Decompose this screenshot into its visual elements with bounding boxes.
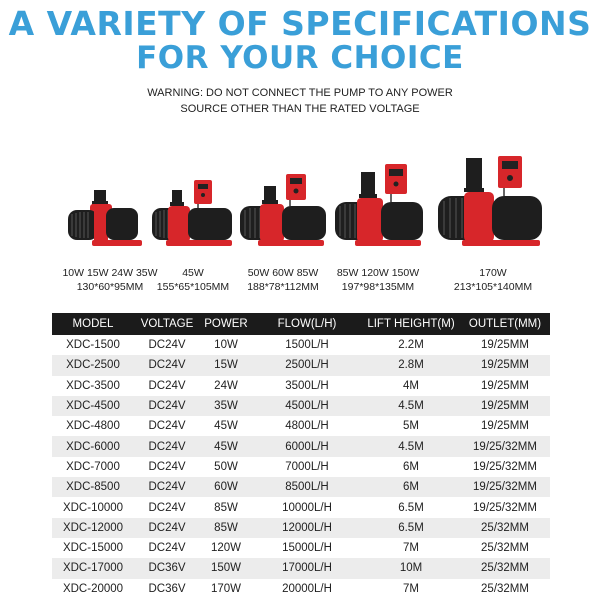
cell-power: 170W <box>200 579 252 599</box>
table-row <box>52 497 550 517</box>
cell-outlet: 25/32MM <box>460 518 550 538</box>
pump-power: 170W <box>479 267 507 279</box>
title-line-2: FOR YOUR CHOICE <box>136 40 464 76</box>
pump-lineup <box>0 148 600 298</box>
cell-power: 10W <box>200 335 252 355</box>
cell-model: XDC-6000 <box>52 436 134 456</box>
cell-outlet: 19/25/32MM <box>460 497 550 517</box>
pump-dims: 197*98*135MM <box>341 281 415 293</box>
cell-model: XDC-3500 <box>52 376 134 396</box>
header-voltage: VOLTAGE <box>134 313 200 335</box>
cell-model: XDC-17000 <box>52 558 134 578</box>
table-row <box>52 416 550 436</box>
header-flow: FLOW(L/H) <box>252 313 362 335</box>
cell-model: XDC-20000 <box>52 579 134 599</box>
cell-flow: 17000L/H <box>252 558 362 578</box>
cell-flow: 7000L/H <box>252 457 362 477</box>
cell-voltage: DC24V <box>134 416 200 436</box>
cell-voltage: DC24V <box>134 538 200 558</box>
cell-flow: 15000L/H <box>252 538 362 558</box>
cell-voltage: DC24V <box>134 457 200 477</box>
warning-line-1: WARNING: DO NOT CONNECT THE PUMP TO ANY POWER <box>147 87 453 99</box>
cell-voltage: DC24V <box>134 396 200 416</box>
pump-dims: 213*105*140MM <box>453 281 533 293</box>
table-row <box>52 579 550 599</box>
cell-flow: 8500L/H <box>252 477 362 497</box>
cell-outlet: 25/32MM <box>460 558 550 578</box>
spec-table <box>52 313 550 599</box>
table-row <box>52 436 550 456</box>
pump-dims: 130*60*95MM <box>76 281 144 293</box>
title-line-1: A VARIETY OF SPECIFICATIONS <box>8 4 592 43</box>
cell-power: 85W <box>200 518 252 538</box>
cell-outlet: 19/25MM <box>460 416 550 436</box>
cell-lift-height: 4.5M <box>362 396 460 416</box>
cell-power: 120W <box>200 538 252 558</box>
table-row <box>52 477 550 497</box>
cell-power: 150W <box>200 558 252 578</box>
cell-model: XDC-1500 <box>52 335 134 355</box>
pump-power: 10W 15W 24W 35W <box>62 267 158 279</box>
cell-voltage: DC36V <box>134 579 200 599</box>
pump-spec-4 <box>323 266 433 294</box>
header-lift-height: LIFT HEIGHT(M) <box>362 313 460 335</box>
cell-flow: 20000L/H <box>252 579 362 599</box>
pump-image-45w <box>150 176 235 250</box>
cell-lift-height: 4M <box>362 376 460 396</box>
pump-image-85w <box>238 170 328 250</box>
cell-model: XDC-8500 <box>52 477 134 497</box>
cell-model: XDC-10000 <box>52 497 134 517</box>
cell-flow: 4500L/H <box>252 396 362 416</box>
header-outlet: OUTLET(MM) <box>460 313 550 335</box>
cell-power: 85W <box>200 497 252 517</box>
pump-spec-5 <box>433 266 553 294</box>
cell-flow: 1500L/H <box>252 335 362 355</box>
cell-lift-height: 10M <box>362 558 460 578</box>
cell-lift-height: 6.5M <box>362 497 460 517</box>
header-power: POWER <box>200 313 252 335</box>
cell-lift-height: 6M <box>362 457 460 477</box>
cell-voltage: DC24V <box>134 477 200 497</box>
cell-outlet: 19/25MM <box>460 335 550 355</box>
table-row <box>52 396 550 416</box>
cell-outlet: 25/32MM <box>460 579 550 599</box>
cell-lift-height: 7M <box>362 538 460 558</box>
cell-voltage: DC24V <box>134 355 200 375</box>
cell-lift-height: 2.2M <box>362 335 460 355</box>
table-row <box>52 355 550 375</box>
cell-voltage: DC36V <box>134 558 200 578</box>
cell-lift-height: 4.5M <box>362 436 460 456</box>
cell-outlet: 25/32MM <box>460 538 550 558</box>
cell-power: 50W <box>200 457 252 477</box>
cell-flow: 6000L/H <box>252 436 362 456</box>
cell-voltage: DC24V <box>134 335 200 355</box>
cell-model: XDC-2500 <box>52 355 134 375</box>
cell-power: 35W <box>200 396 252 416</box>
cell-voltage: DC24V <box>134 518 200 538</box>
header-model: MODEL <box>52 313 134 335</box>
pump-power: 50W 60W 85W <box>247 267 319 279</box>
cell-voltage: DC24V <box>134 497 200 517</box>
table-row <box>52 558 550 578</box>
pump-dims: 155*65*105MM <box>156 281 230 293</box>
cell-flow: 3500L/H <box>252 376 362 396</box>
cell-outlet: 19/25/32MM <box>460 436 550 456</box>
cell-power: 45W <box>200 416 252 436</box>
cell-outlet: 19/25MM <box>460 355 550 375</box>
table-header-row <box>52 313 550 335</box>
pump-spec-3 <box>228 266 338 294</box>
cell-flow: 10000L/H <box>252 497 362 517</box>
cell-model: XDC-12000 <box>52 518 134 538</box>
cell-outlet: 19/25MM <box>460 376 550 396</box>
cell-lift-height: 5M <box>362 416 460 436</box>
cell-lift-height: 6M <box>362 477 460 497</box>
cell-model: XDC-15000 <box>52 538 134 558</box>
cell-outlet: 19/25/32MM <box>460 457 550 477</box>
cell-flow: 2500L/H <box>252 355 362 375</box>
cell-model: XDC-7000 <box>52 457 134 477</box>
cell-lift-height: 6.5M <box>362 518 460 538</box>
warning-text <box>0 85 600 117</box>
cell-outlet: 19/25/32MM <box>460 477 550 497</box>
cell-voltage: DC24V <box>134 436 200 456</box>
pump-image-150w <box>333 162 425 250</box>
table-row <box>52 538 550 558</box>
cell-power: 45W <box>200 436 252 456</box>
table-row <box>52 376 550 396</box>
table-row <box>52 518 550 538</box>
cell-power: 15W <box>200 355 252 375</box>
table-row <box>52 457 550 477</box>
pump-image-small <box>66 188 144 250</box>
cell-lift-height: 2.8M <box>362 355 460 375</box>
pump-image-170w <box>436 154 544 250</box>
cell-model: XDC-4500 <box>52 396 134 416</box>
cell-voltage: DC24V <box>134 376 200 396</box>
warning-line-2: SOURCE OTHER THAN THE RATED VOLTAGE <box>180 103 420 115</box>
cell-lift-height: 7M <box>362 579 460 599</box>
pump-dims: 188*78*112MM <box>247 281 319 293</box>
cell-outlet: 19/25MM <box>460 396 550 416</box>
cell-model: XDC-4800 <box>52 416 134 436</box>
cell-flow: 12000L/H <box>252 518 362 538</box>
table-row <box>52 335 550 355</box>
cell-power: 60W <box>200 477 252 497</box>
pump-power: 85W 120W 150W <box>336 267 420 279</box>
cell-power: 24W <box>200 376 252 396</box>
cell-flow: 4800L/H <box>252 416 362 436</box>
pump-power: 45W <box>182 267 204 279</box>
